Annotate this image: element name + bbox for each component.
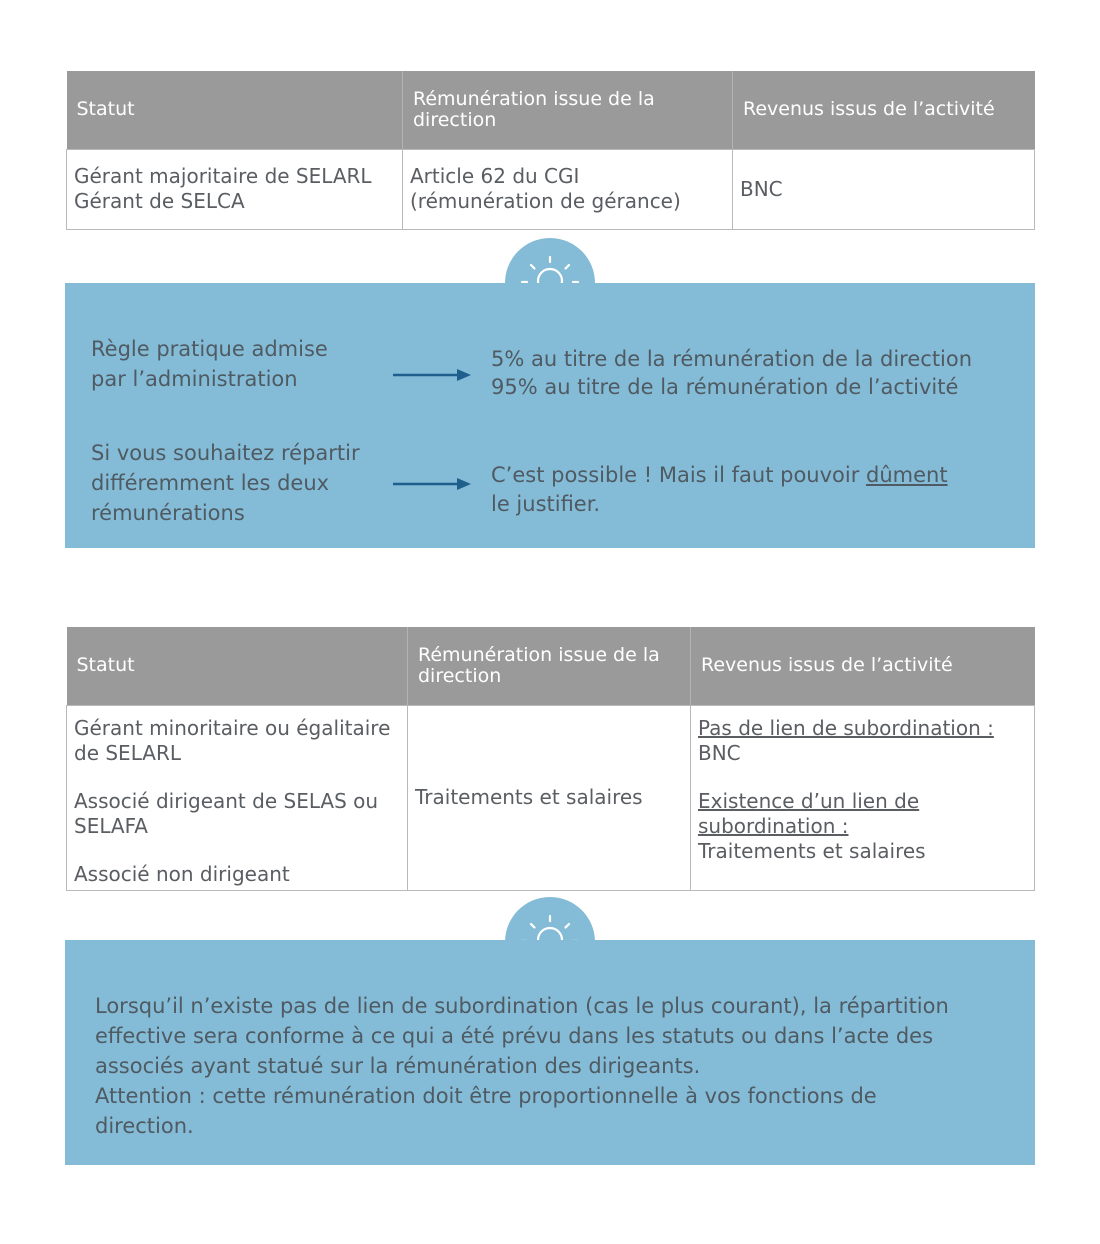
header-remuneration: Rémunération issue de la direction (403, 71, 733, 149)
header-statut: Statut (67, 71, 403, 149)
rule-label (91, 334, 328, 394)
repartition-value (491, 461, 948, 519)
tip-2-line: Lorsqu’il n’existe pas de lien de subordination (cas le plus courant), la répartition (95, 994, 949, 1018)
statut-item: Associé dirigeant de SELAS ou SELAFA (74, 788, 379, 838)
remuneration-line: Article 62 du CGI (410, 164, 580, 188)
rule-value (491, 345, 972, 401)
repartition-value-line: le justifier. (491, 492, 601, 516)
tip-2-line: associés ayant statué sur la rémunération des dirigeants. (95, 1054, 701, 1078)
repartition-value-line (491, 461, 948, 490)
repartition-label (91, 438, 360, 528)
table-1-header-row (67, 71, 1035, 149)
cell-revenus: BNC (733, 149, 1035, 229)
statut-item: Gérant minoritaire ou égalitaire de SELARL (74, 715, 391, 765)
remuneration-line: (rémunération de gérance) (410, 189, 681, 213)
arrow-right-icon (393, 477, 473, 491)
revenus-heading: Existence d’un lien de subordination : (698, 788, 920, 838)
statut-line: Gérant de SELCA (74, 189, 245, 213)
rule-label-line: Règle pratique admise (91, 337, 328, 361)
cell-remuneration: Traitements et salaires (408, 705, 691, 890)
table-row (67, 705, 1035, 890)
cell-statut (67, 149, 403, 229)
cell-statut (67, 705, 408, 890)
header-statut: Statut (67, 627, 408, 705)
tip-2-text (95, 991, 949, 1141)
table-2-header-row (67, 627, 1035, 705)
table-1 (66, 71, 1035, 230)
rule-label-line: par l’administration (91, 367, 298, 391)
rule-value-line: 5% au titre de la rémunération de la direction (491, 347, 973, 371)
tip-2-line: direction. (95, 1114, 194, 1138)
header-revenus: Revenus issus de l’activité (733, 71, 1035, 149)
tip-2-line: effective sera conforme à ce qui a été prévu dans les statuts ou dans l’acte des (95, 1024, 934, 1048)
tip-2-line: Attention : cette rémunération doit être proportionnelle à vos fonctions de (95, 1084, 877, 1108)
statut-item: Associé non dirigeant (74, 861, 290, 886)
table-row (67, 149, 1035, 229)
header-revenus: Revenus issus de l’activité (691, 627, 1035, 705)
table-2 (66, 627, 1035, 891)
revenus-heading: Pas de lien de subordination : (698, 715, 994, 740)
rule-value-line: 95% au titre de la rémunération de l’activité (491, 375, 959, 399)
underlined-word: dûment (866, 463, 948, 487)
repartition-label-line: Si vous souhaitez répartir (91, 441, 360, 465)
cell-remuneration (403, 149, 733, 229)
header-remuneration: Rémunération issue de la direction (408, 627, 691, 705)
arrow-right-icon (393, 368, 473, 382)
revenus-value: Traitements et salaires (698, 838, 926, 863)
cell-revenus (691, 705, 1035, 890)
repartition-label-line: différemment les deux (91, 471, 330, 495)
statut-line: Gérant majoritaire de SELARL (74, 164, 372, 188)
repartition-label-line: rémunérations (91, 501, 245, 525)
repartition-text: C’est possible ! Mais il faut pouvoir (491, 463, 867, 487)
revenus-value: BNC (698, 740, 741, 765)
